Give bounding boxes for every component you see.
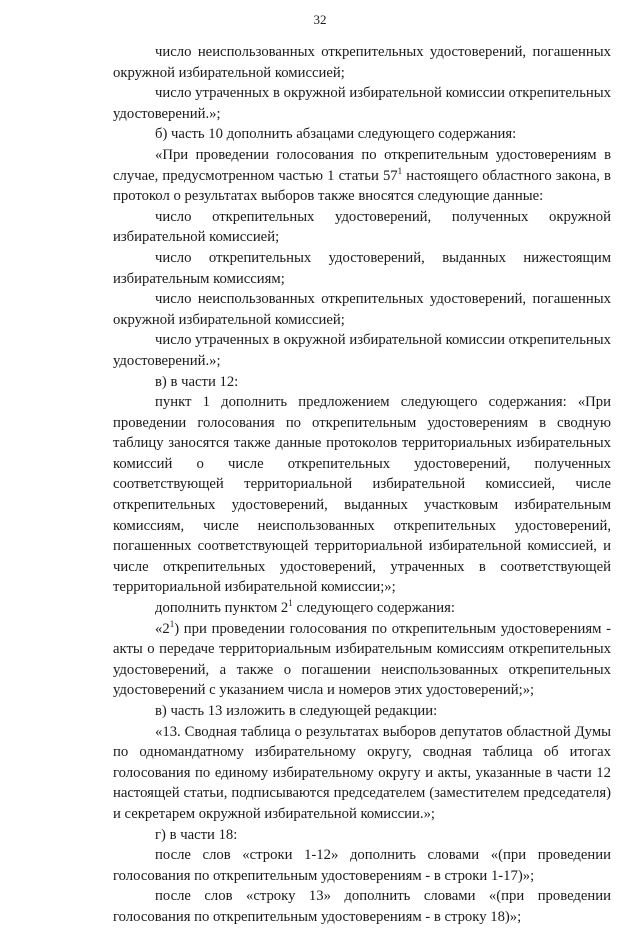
text-run: следующего содержания: [292, 600, 455, 617]
paragraph: число открепительных удостоверений, полученных окружной избирательной комиссией; [113, 208, 611, 246]
paragraph [113, 145, 611, 207]
text-run: ) при проведении голосования по открепительным удостоверениям - акты о передаче территориальным избирательным комиссиям открепительных удостоверений, а также о погашении неиспользованных открепительных удостоверений с указанием числа и номеров этих удостоверений;»; [113, 620, 611, 699]
paragraph [113, 598, 611, 619]
page-number: 32 [313, 12, 327, 27]
paragraph: после слов «строку 13» дополнить словами «(при проведении голосования по открепительным удостоверениям - в строку 18)»; [113, 888, 611, 925]
superscript: 1 [169, 618, 175, 629]
paragraph: число утраченных в окружной избирательной комиссии открепительных удостоверений.»; [113, 85, 611, 122]
paragraph: число открепительных удостоверений, выданных нижестоящим избирательным комиссиям; [113, 249, 611, 287]
text-run: «2 [155, 620, 170, 637]
paragraph: в) в части 12: [155, 373, 239, 390]
paragraph: число неиспользованных открепительных удостоверений, погашенных окружной избирательной комиссией; [113, 44, 611, 81]
superscript: 1 [288, 598, 293, 609]
paragraph: б) часть 10 дополнить абзацами следующего содержания: [155, 126, 517, 143]
paragraph: в) часть 13 изложить в следующей редакции: [155, 703, 438, 719]
paragraph: г) в части 18: [155, 826, 238, 843]
text-run: «При проведении голосования по открепительным удостоверениям в случае, предусмотренном частью 1 статьи 57 [113, 146, 611, 184]
paragraph: пункт 1 дополнить предложением следующего содержания: «При проведении голосования по открепительным удостоверениям в сводную таблицу заносятся также данные протоколов территориальных избирательных комиссий о числе открепительных удостоверений, полученных соответствующей территориальной избирательной комиссией, числе открепительных удостоверений, выданных участковым избирательным комиссиям, числе неиспользованных открепительных удостоверений, погашенных соответствующей территориальной избирательной комиссией, и числе открепительных удостоверений, утраченных в соответствующей территориальной избирательной комиссии;»; [113, 394, 611, 596]
paragraph: число неиспользованных открепительных удостоверений, погашенных окружной избирательной комиссией; [113, 291, 611, 328]
superscript: 1 [397, 165, 403, 176]
text-run: настоящего областного закона, в протокол о результатах выборов также вносятся следующие данные: [113, 167, 611, 205]
paragraph [113, 619, 611, 701]
text-run: дополнить пунктом 2 [155, 600, 289, 617]
paragraph: число утраченных в окружной избирательной комиссии открепительных удостоверений.»; [113, 332, 611, 369]
paragraph: «13. Сводная таблица о результатах выборов депутатов областной Думы по одномандатному избирательному округу, сводная таблица об итогах голосования по единому избирательному округу и акты, указанные в части 12 настоящей статьи, подписываются председателем (заместителем председателя) и секретарем окружной избирательной комиссии.»; [113, 723, 611, 822]
document-body [113, 42, 611, 928]
paragraph: после слов «строки 1-12» дополнить словами «(при проведении голосования по открепительным удостоверениям - в строки 1-17)»; [113, 847, 611, 884]
